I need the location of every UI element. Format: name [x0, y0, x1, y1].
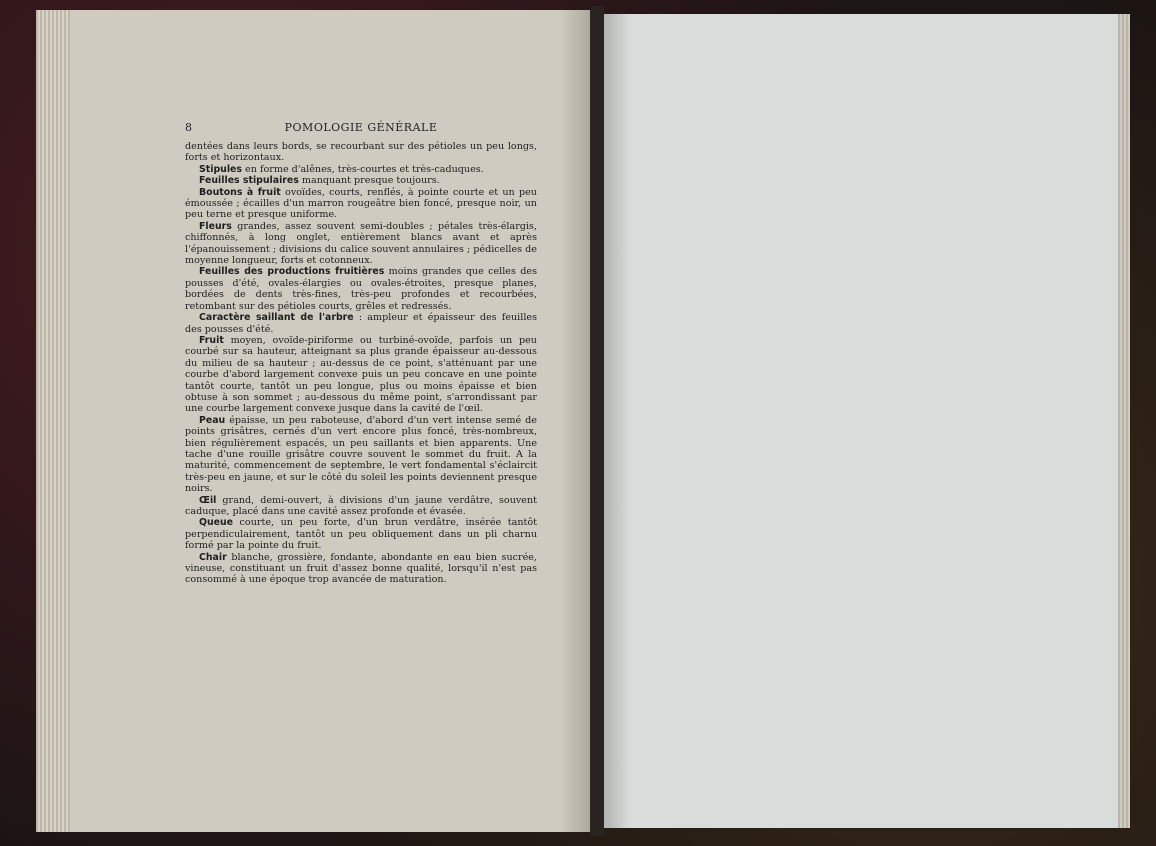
- running-head: POMOLOGIE GÉNÉRALE: [284, 121, 438, 134]
- paragraph-term: Caractère saillant de l'arbre: [199, 312, 354, 324]
- paragraph-term: Feuilles des productions fruitières: [199, 266, 385, 278]
- paragraph-text: : ampleur et épaisseur des feuilles des pousses d'été.: [185, 312, 537, 335]
- paragraph-term: Feuilles stipulaires: [199, 175, 299, 187]
- paragraph-text: dentées dans leurs bords, se recourbant sur des pétioles un peu longs, forts et horizontaux.: [185, 141, 537, 164]
- paragraph: [185, 187, 537, 221]
- paragraph-text: courte, un peu forte, d'un brun verdâtre, insérée tantôt perpendiculairement, tantôt un peu obliquement dans un pli charnu formé par la pointe du fruit.: [185, 517, 537, 552]
- paragraph-text: blanche, grossière, fondante, abondante en eau bien sucrée, vineuse, constituant un fruit d'assez bonne qualité, lorsqu'il n'est pas consommé à une époque trop avancée de maturation.: [185, 551, 537, 586]
- paragraph: [185, 312, 537, 335]
- paragraph: [185, 221, 537, 267]
- left-gutter-shadow: [560, 10, 592, 832]
- paragraph-text: épaisse, un peu raboteuse, d'abord d'un vert intense semé de points grisâtres, cernés d'un vert encore plus foncé, très-nombreux, bien régulièrement espacés, un peu saillants et bien apparents. Une tache d'une rouille grisâtre couvre souvent le sommet du fruit. A la maturité, commencement de septembre, le vert fondamental s'éclaircit très-peu en jaune, et sur le côté du soleil les points deviennent presque noirs.: [185, 414, 537, 495]
- paragraph-term: Stipules: [199, 163, 242, 175]
- paragraph: [185, 335, 537, 415]
- paragraph-text: moins grandes que celles des pousses d'été, ovales-élargies ou ovales-étroites, presque planes, bordées de dents très-fines, très-peu profondes et recourbées, retombant sur des pétioles courts, grêles et redressés.: [185, 266, 537, 312]
- paragraph-term: Fleurs: [199, 220, 232, 232]
- paragraph: [185, 266, 537, 312]
- paragraph-term: Queue: [199, 517, 234, 529]
- paragraph: [185, 175, 537, 186]
- left-page-edges: [36, 10, 70, 832]
- right-page-edges: [1118, 14, 1130, 828]
- paragraph-text: en forme d'alênes, très-courtes et très-caduques.: [241, 163, 484, 175]
- paragraph-text: ovoïdes, courts, renflés, à pointe courte et un peu émoussée ; écailles d'un marron rougeâtre bien foncé, presque noir, un peu terne et presque uniforme.: [185, 186, 537, 221]
- book-spine: [590, 6, 604, 836]
- paragraph-term: Peau: [199, 414, 226, 426]
- paragraph-term: Chair: [199, 551, 227, 563]
- page-number: 8: [185, 121, 192, 134]
- paragraph: [185, 495, 537, 518]
- paragraph: [185, 552, 537, 586]
- paragraph: [185, 415, 537, 495]
- paragraph-term: Œil: [199, 494, 217, 506]
- paragraph: [185, 517, 537, 551]
- paragraph-text: grand, demi-ouvert, à divisions d'un jaune verdâtre, souvent caduque, placé dans une cavité assez profonde et évasée.: [185, 494, 537, 517]
- body-text: [185, 141, 537, 586]
- page-header: [185, 121, 537, 137]
- paragraph-term: Boutons à fruit: [199, 186, 281, 198]
- paragraph: [185, 141, 537, 164]
- paragraph-text: grandes, assez souvent semi-doubles ; pétales très-élargis, chiffonnés, à long onglet, entièrement blancs avant et après l'épanouissement ; divisions du calice souvent annulaires ; pédicelles de moyenne longueur, forts et cotonneux.: [185, 220, 537, 267]
- paragraph: [185, 164, 537, 175]
- right-page-blank: [604, 14, 1118, 828]
- right-gutter-shadow: [604, 14, 630, 828]
- paragraph-term: Fruit: [199, 334, 224, 346]
- paragraph-text: moyen, ovoïde-piriforme ou turbiné-ovoïde, parfois un peu courbé sur sa hauteur, atteignant sa plus grande épaisseur au-dessous du milieu de sa hauteur ; au-dessus de ce point, s'atténuant par une courbe d'abord largement convexe puis un peu concave en une pointe tantôt courte, tantôt un peu longue, plus ou moins épaisse et bien obtuse à son sommet ; au-dessous du même point, s'arrondissant par une courbe largement convexe jusque dans la cavité de l'œil.: [185, 334, 537, 415]
- paragraph-text: manquant presque toujours.: [298, 175, 440, 187]
